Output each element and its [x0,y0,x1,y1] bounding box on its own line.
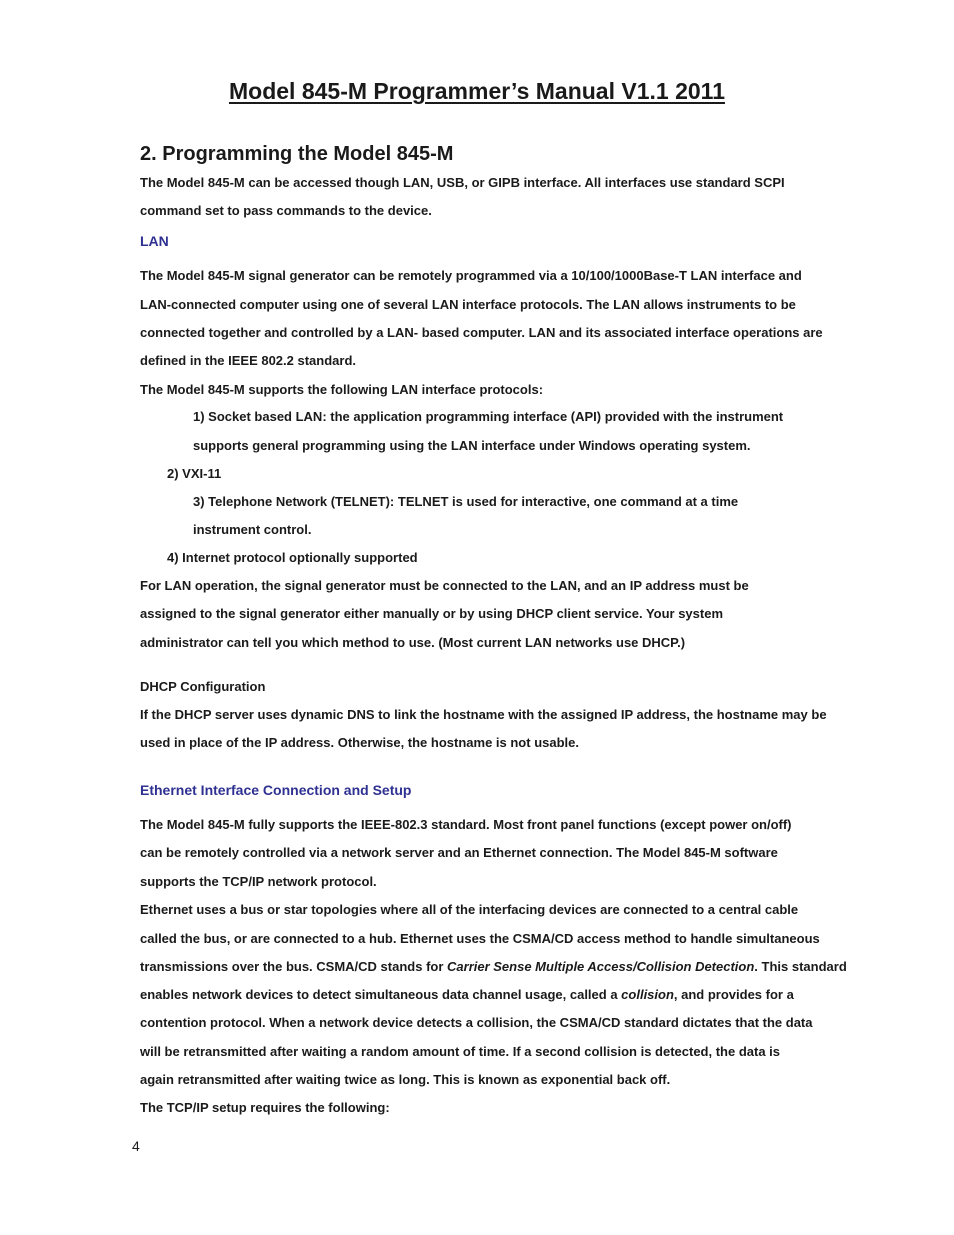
lan-paragraph-line: defined in the IEEE 802.2 standard. [140,353,357,368]
csma-term: Carrier Sense Multiple Access/Collision Detection [447,959,755,974]
lan-supports-line: The Model 845-M supports the following LAN interface protocols: [140,382,544,397]
csma-line: called the bus, or are connected to a hub. Ethernet uses the CSMA/CD access method to handle simultaneous [140,931,820,946]
dhcp-line: used in place of the IP address. Otherwise, the hostname is not usable. [140,735,579,750]
intro-line: command set to pass commands to the device. [140,203,432,218]
dhcp-line: If the DHCP server uses dynamic DNS to link the hostname with the assigned IP address, the hostname may be [140,707,827,722]
ethernet-heading: Ethernet Interface Connection and Setup [140,782,412,798]
protocol-item-4: 4) Internet protocol optionally supported [167,550,418,565]
lan-paragraph-line: LAN-connected computer using one of several LAN interface protocols. The LAN allows instruments to be [140,297,796,312]
protocol-item-2: 2) VXI-11 [167,466,222,481]
lan-operation-line: administrator can tell you which method to use. (Most current LAN networks use DHCP.) [140,635,686,650]
csma-line: again retransmitted after waiting twice as long. This is known as exponential back off. [140,1072,671,1087]
protocol-item-3: 3) Telephone Network (TELNET): TELNET is used for interactive, one command at a time [193,494,739,509]
lan-operation-line: assigned to the signal generator either manually or by using DHCP client service. Your system [140,606,724,621]
lan-operation-line: For LAN operation, the signal generator must be connected to the LAN, and an IP address must be [140,578,749,593]
protocol-item-1-cont: supports general programming using the LAN interface under Windows operating system. [193,438,751,453]
protocol-item-1: 1) Socket based LAN: the application programming interface (API) provided with the instrument [193,409,784,424]
csma-line: enables network devices to detect simultaneous data channel usage, called a collision, and provides for a [140,987,794,1002]
page-number: 4 [132,1138,140,1154]
csma-line: transmissions over the bus. CSMA/CD stands for Carrier Sense Multiple Access/Collision Detection. This standard [140,959,847,974]
csma-line: contention protocol. When a network device detects a collision, the CSMA/CD standard dictates that the data [140,1015,813,1030]
protocol-item-3-cont: instrument control. [193,522,312,537]
lan-paragraph-line: The Model 845-M signal generator can be remotely programmed via a 10/100/1000Base-T LAN interface and [140,268,802,283]
intro-line: The Model 845-M can be accessed though LAN, USB, or GIPB interface. All interfaces use standard SCPI [140,175,785,190]
ethernet-paragraph-line: can be remotely controlled via a network server and an Ethernet connection. The Model 845-M software [140,845,778,860]
csma-line: will be retransmitted after waiting a random amount of time. If a second collision is detected, the data is [140,1044,781,1059]
tcp-setup-line: The TCP/IP setup requires the following: [140,1100,390,1115]
collision-term: collision [621,987,674,1002]
ethernet-paragraph-line: The Model 845-M fully supports the IEEE-802.3 standard. Most front panel functions (except power on/off) [140,817,792,832]
dhcp-heading: DHCP Configuration [140,679,266,694]
csma-line: Ethernet uses a bus or star topologies where all of the interfacing devices are connected to a central cable [140,902,799,917]
section-heading: 2. Programming the Model 845-M [140,143,454,165]
lan-heading: LAN [140,233,169,249]
ethernet-paragraph-line: supports the TCP/IP network protocol. [140,874,377,889]
lan-paragraph-line: connected together and controlled by a LAN- based computer. LAN and its associated interface operations are [140,325,823,340]
page-title: Model 845-M Programmer’s Manual V1.1 2011 [229,78,725,104]
